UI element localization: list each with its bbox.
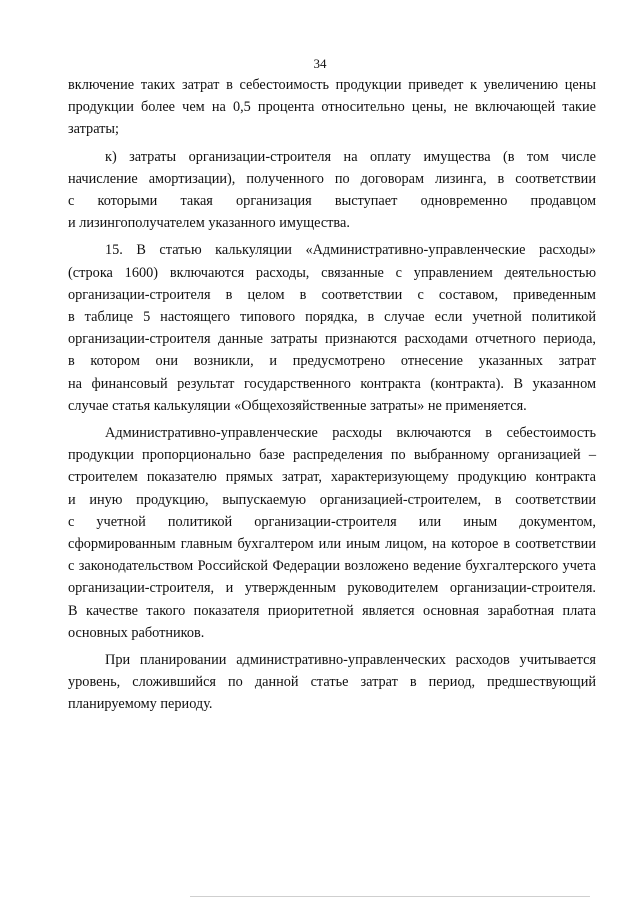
text-line: организации-строителя данные затраты признаются расходами отчетного периода, (68, 331, 596, 348)
paragraph-item-k (68, 146, 596, 235)
text-line: организации-строителя в целом в соответствии с составом, приведенным (68, 286, 596, 303)
text-line: начисление амортизации), полученного по договорам лизинга, в соответствии (68, 170, 596, 187)
text-line: организации-строителя, и утвержденным руководителем организации-строителя. (68, 580, 596, 597)
scan-edge-line (190, 896, 590, 897)
text-line: включение таких затрат в себестоимость продукции приведет к увеличению цены (68, 77, 596, 93)
text-line: уровень, сложившийся по данной статье затрат в период, предшествующий (68, 674, 596, 691)
text-line: случае статья калькуляции «Общехозяйственные затраты» не применяется. (68, 397, 527, 414)
text-line: В качестве такого показателя приоритетной является основная заработная плата (68, 602, 596, 619)
text-line: 15. В статью калькуляции «Административно-управленческие расходы» (105, 242, 596, 259)
text-line: с законодательством Российской Федерации возложено ведение бухгалтерского учета (68, 558, 596, 575)
text-line: в таблице 5 настоящего типового порядка, в случае если учетной политикой (68, 309, 596, 326)
text-line: и иную продукцию, выпускаемую организацией-строителем, в соответствии (68, 491, 596, 508)
text-line: сформированным главным бухгалтером или иным лицом, на которое в соответствии (68, 536, 596, 553)
paragraph-planning (68, 649, 596, 716)
document-body (68, 74, 596, 718)
text-line: При планировании административно-управленческих расходов учитывается (105, 652, 596, 669)
paragraph-continuation (68, 74, 596, 141)
text-line: Административно-управленческие расходы включаются в себестоимость (105, 425, 596, 442)
text-line: (строка 1600) включаются расходы, связанные с управлением деятельностью (68, 264, 596, 281)
text-line: основных работников. (68, 624, 205, 641)
text-line: продукции более чем на 0,5 процента относительно цены, не включающей такие (68, 99, 596, 116)
text-line: к) затраты организации-строителя на оплату имущества (в том числе (105, 148, 596, 165)
text-line: планируемому периоду. (68, 696, 213, 713)
paragraph-admin-expenses (68, 422, 596, 644)
text-line: в котором они возникли, и предусмотрено отнесение указанных затрат (68, 353, 596, 370)
text-line: продукции пропорционально базе распределения по выбранному организацией – (68, 447, 596, 464)
page-number: 34 (313, 56, 327, 71)
paragraph-section-15 (68, 239, 596, 417)
text-line: и лизингополучателем указанного имущества. (68, 215, 350, 232)
text-line: с которыми такая организация выступает одновременно продавцом (68, 193, 596, 210)
text-line: с учетной политикой организации-строителя или иным документом, (68, 513, 596, 530)
text-line: затраты; (68, 121, 119, 138)
text-line: на финансовый результат государственного контракта (контракта). В указанном (68, 375, 596, 392)
text-line: строителем показателю прямых затрат, характеризующему продукцию контракта (68, 469, 596, 486)
